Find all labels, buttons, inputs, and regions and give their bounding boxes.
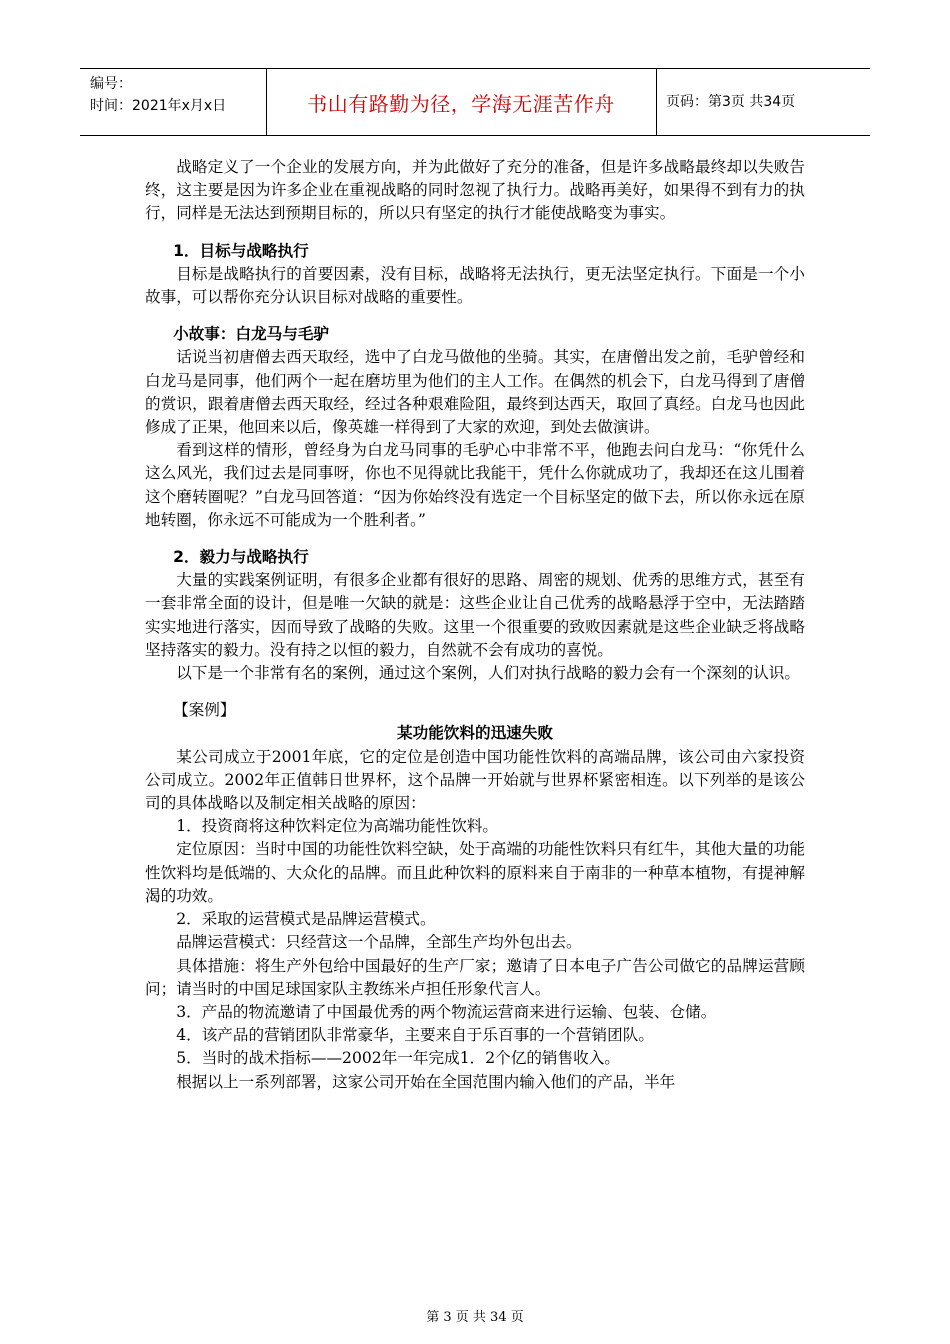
case-line: 3．产品的物流邀请了中国最优秀的两个物流运营商来进行运输、包装、仓储。 (176, 1002, 717, 1021)
case-line: 5．当时的战术指标——2002年一年完成1．2个亿的销售收入。 (176, 1049, 620, 1068)
case-line: 1．投资商将这种饮料定位为高端功能性饮料。 (176, 817, 498, 836)
section-heading: 1．目标与战略执行 (173, 241, 309, 260)
page-footer: 第 3 页 共 34 页 (426, 1310, 524, 1325)
case-line: 2．采取的运营模式是品牌运营模式。 (176, 910, 436, 929)
story-paragraph: 看到这样的情形，曾经身为白龙马同事的毛驴心中非常不平，他跑去问白龙马：“你凭什么这么风光，我们过去是同事呀，你也不见得就比我能干，凭什么你就成功了，我却还在这儿围着这个磨转圈呢？”白龙马回答道：“因为你始终没有选定一个目标坚定的做下去，所以你永远在原地转圈，你永远不可能成为一个胜利者。” (145, 441, 805, 529)
page-header (80, 68, 870, 136)
time-label: 时间：2021年x月x日 (90, 98, 227, 114)
story-heading: 小故事：白龙马与毛驴 (173, 325, 330, 344)
case-title: 某功能饮料的迅速失败 (397, 724, 553, 743)
document-body (145, 156, 805, 1094)
section-paragraph: 目标是战略执行的首要因素，没有目标，战略将无法执行，更无法坚定执行。下面是一个小故事，可以帮你充分认识目标对战略的重要性。 (145, 264, 805, 307)
header-meta (90, 73, 226, 117)
case-line: 品牌运营模式：只经营这一个品牌，全部生产均外包出去。 (176, 933, 582, 952)
case-tag: 【案例】 (173, 701, 236, 720)
story-paragraph: 话说当初唐僧去西天取经，选中了白龙马做他的坐骑。其实，在唐僧出发之前，毛驴曾经和白龙马是同事，他们两个一起在磨坊里为他们的主人工作。在偶然的机会下，白龙马得到了唐僧的赏识，跟着唐僧去西天取经，经过各种艰难险阻，最终到达西天，取回了真经。白龙马也因此修成了正果，他回来以后，像英雄一样得到了大家的欢迎，到处去做演讲。 (145, 348, 805, 437)
section-paragraph: 大量的实践案例证明，有很多企业都有很好的思路、周密的规划、优秀的思维方式，甚至有一套非常全面的设计，但是唯一欠缺的就是：这些企业让自己优秀的战略悬浮于空中，无法踏踏实实地进行落实，因而导致了战略的失败。这里一个很重要的致败因素就是这些企业缺乏将战略坚持落实的毅力。没有持之以恒的毅力，自然就不会有成功的喜悦。 (145, 571, 805, 659)
header-motto: 书山有路勤为径，学海无涯苦作舟 (307, 91, 615, 116)
code-label: 编号： (90, 76, 132, 92)
intro-paragraph: 战略定义了一个企业的发展方向，并为此做好了充分的准备，但是许多战略最终却以失败告终，这主要是因为许多企业在重视战略的同时忽视了执行力。战略再美好，如果得不到有力的执行，同样是无法达到预期目标的，所以只有坚定的执行才能使战略变为事实。 (145, 158, 805, 223)
header-divider (656, 69, 657, 135)
case-line: 根据以上一系列部署，这家公司开始在全国范围内输入他们的产品，半年 (176, 1072, 676, 1091)
case-line: 定位原因：当时中国的功能性饮料空缺，处于高端的功能性饮料只有红牛，其他大量的功能性饮料均是低端的、大众化的品牌。而且此种饮料的原料来自于南非的一种草本植物，有提神解渴的功效。 (145, 840, 805, 905)
case-line: 某公司成立于2001年底，它的定位是创造中国功能性饮料的高端品牌，该公司由六家投资公司成立。2002年正值韩日世界杯，这个品牌一开始就与世界杯紧密相连。以下列举的是该公司的具体战略以及制定相关战略的原因： (145, 747, 805, 813)
section-paragraph: 以下是一个非常有名的案例，通过这个案例，人们对执行战略的毅力会有一个深刻的认识。 (176, 664, 800, 683)
case-line: 具体措施：将生产外包给中国最好的生产厂家；邀请了日本电子广告公司做它的品牌运营顾问；请当时的中国足球国家队主教练米卢担任形象代言人。 (145, 956, 805, 998)
section-heading: 2．毅力与战略执行 (173, 548, 309, 567)
header-page-info: 页码：第3页 共34页 (666, 94, 796, 110)
case-line: 4．该产品的营销团队非常豪华，主要来自于乐百事的一个营销团队。 (176, 1026, 654, 1045)
